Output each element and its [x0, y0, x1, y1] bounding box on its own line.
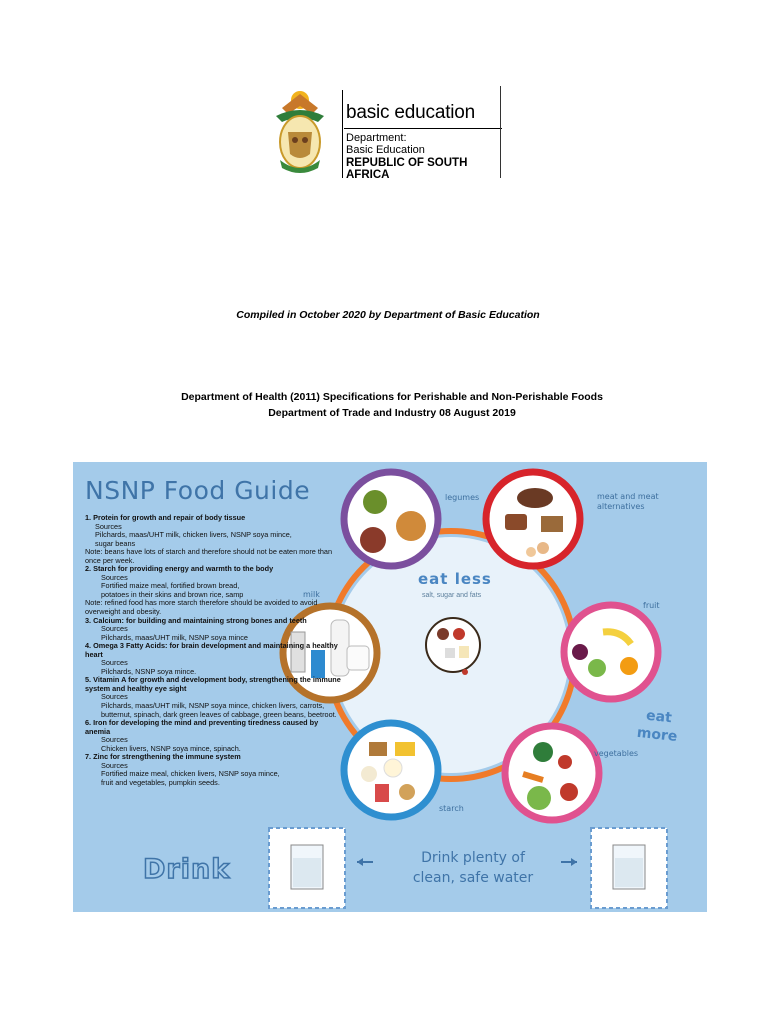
item-number: 5.	[85, 675, 92, 685]
label-fruit: fruit	[643, 601, 660, 610]
logo-brand: basic education	[346, 102, 476, 123]
guide-item	[85, 617, 343, 643]
item-sources-label: Sources	[101, 624, 128, 634]
guide-item	[85, 676, 343, 719]
drink-message: Drink plenty of clean, safe water	[412, 850, 534, 886]
label-milk: milk	[303, 590, 320, 599]
nutrient-guide	[85, 514, 343, 788]
label-legumes: legumes	[445, 493, 480, 502]
dbe-logo	[268, 86, 502, 181]
item-sources: Pilchards, maas/UHT milk, NSNP soya mince	[101, 632, 248, 642]
item-sources: Pilchards, maas/UHT milk, NSNP soya mince, chicken livers, carrots, butternut, spinach, dark green leaves of cabbage, green beans, beetroot.	[101, 701, 337, 719]
guide-item	[85, 514, 343, 565]
item-sources: Fortified maize meal, chicken livers, NSNP soya mince,	[101, 769, 280, 779]
item-heading: Iron for developing the mind and preventing tiredness caused by anemia	[85, 718, 319, 736]
item-sources-cont: fruit and vegetables, pumpkin seeds.	[101, 777, 220, 787]
item-number: 3.	[85, 615, 92, 625]
guide-item	[85, 753, 343, 787]
compiled-note: Compiled in October 2020 by Department of Basic Education	[236, 309, 540, 321]
item-heading: Vitamin A for growth and development body, strengthening the immune system and healthy eye sight	[85, 675, 341, 693]
food-guide-poster	[73, 462, 707, 912]
item-heading: Starch for providing energy and warmth to the body	[93, 564, 274, 574]
item-heading: Zinc for strengthening the immune system	[93, 752, 241, 762]
item-sources-label: Sources	[101, 658, 128, 668]
legumes-plate	[344, 472, 438, 566]
logo-country: REPUBLIC OF SOUTH AFRICA	[346, 157, 468, 181]
vegetables-plate	[505, 726, 599, 820]
logo-divider	[342, 90, 343, 178]
label-meat: meat and meat alternatives	[597, 492, 659, 511]
guide-item	[85, 719, 343, 753]
guide-item	[85, 642, 343, 676]
item-sources: Pilchards, maas/UHT milk, chicken livers, NSNP soya mince,	[95, 530, 292, 540]
item-heading: Omega 3 Fatty Acids: for brain development and maintaining a healthy heart	[85, 641, 338, 659]
item-number: 2.	[85, 564, 92, 574]
item-sources: Chicken livers, NSNP soya mince, spinach.	[101, 743, 241, 753]
label-vegetables: vegetables	[594, 749, 639, 758]
drink-heading: Drink	[143, 854, 231, 885]
eat-less-heading: eat less	[418, 570, 492, 588]
logo-dept-line1: Department:	[346, 132, 407, 144]
starch-plate	[344, 723, 438, 817]
item-note: Note: beans have lots of starch and therefore should not be eaten more than once per week.	[85, 547, 333, 565]
item-heading: Calcium: for building and maintaining strong bones and teeth	[93, 615, 307, 625]
logo-dept-line2: Basic Education	[346, 144, 425, 156]
item-sources-cont: potatoes in their skins and brown rice, samp	[101, 589, 244, 599]
item-note: Note: refined food has more starch therefore should be avoided to avoid overweight and obesity.	[85, 598, 318, 617]
eat-less-subtitle: salt, sugar and fats	[422, 592, 482, 599]
item-number: 1.	[85, 513, 92, 522]
poster-title: NSNP Food Guide	[85, 476, 311, 505]
spec-line-2: Department of Trade and Industry 08 August 2019	[268, 407, 516, 419]
logo-rule	[344, 128, 502, 129]
coat-of-arms-icon	[268, 86, 332, 178]
item-sources-cont: sugar beans	[95, 538, 136, 548]
eat-more-heading: eat more	[636, 707, 679, 746]
item-sources-label: Sources	[101, 692, 128, 702]
item-sources-label: Sources	[95, 521, 122, 531]
item-sources: Fortified maize meal, fortified brown bread,	[101, 581, 240, 591]
item-sources: Pilchards, NSNP soya mince.	[101, 666, 197, 676]
spec-line-1: Department of Health (2011) Specifications for Perishable and Non-Perishable Foods	[181, 391, 603, 403]
label-starch: starch	[439, 804, 464, 813]
item-sources-label: Sources	[101, 572, 128, 582]
item-number: 6.	[85, 718, 92, 728]
item-heading: Protein for growth and repair of body tissue	[93, 513, 246, 522]
fruit-plate	[564, 605, 658, 699]
logo-vertical-rule	[500, 86, 501, 178]
item-sources-label: Sources	[101, 735, 128, 745]
meat-plate	[486, 472, 580, 566]
item-number: 7.	[85, 752, 92, 762]
item-sources-label: Sources	[101, 760, 128, 770]
item-number: 4.	[85, 641, 92, 651]
